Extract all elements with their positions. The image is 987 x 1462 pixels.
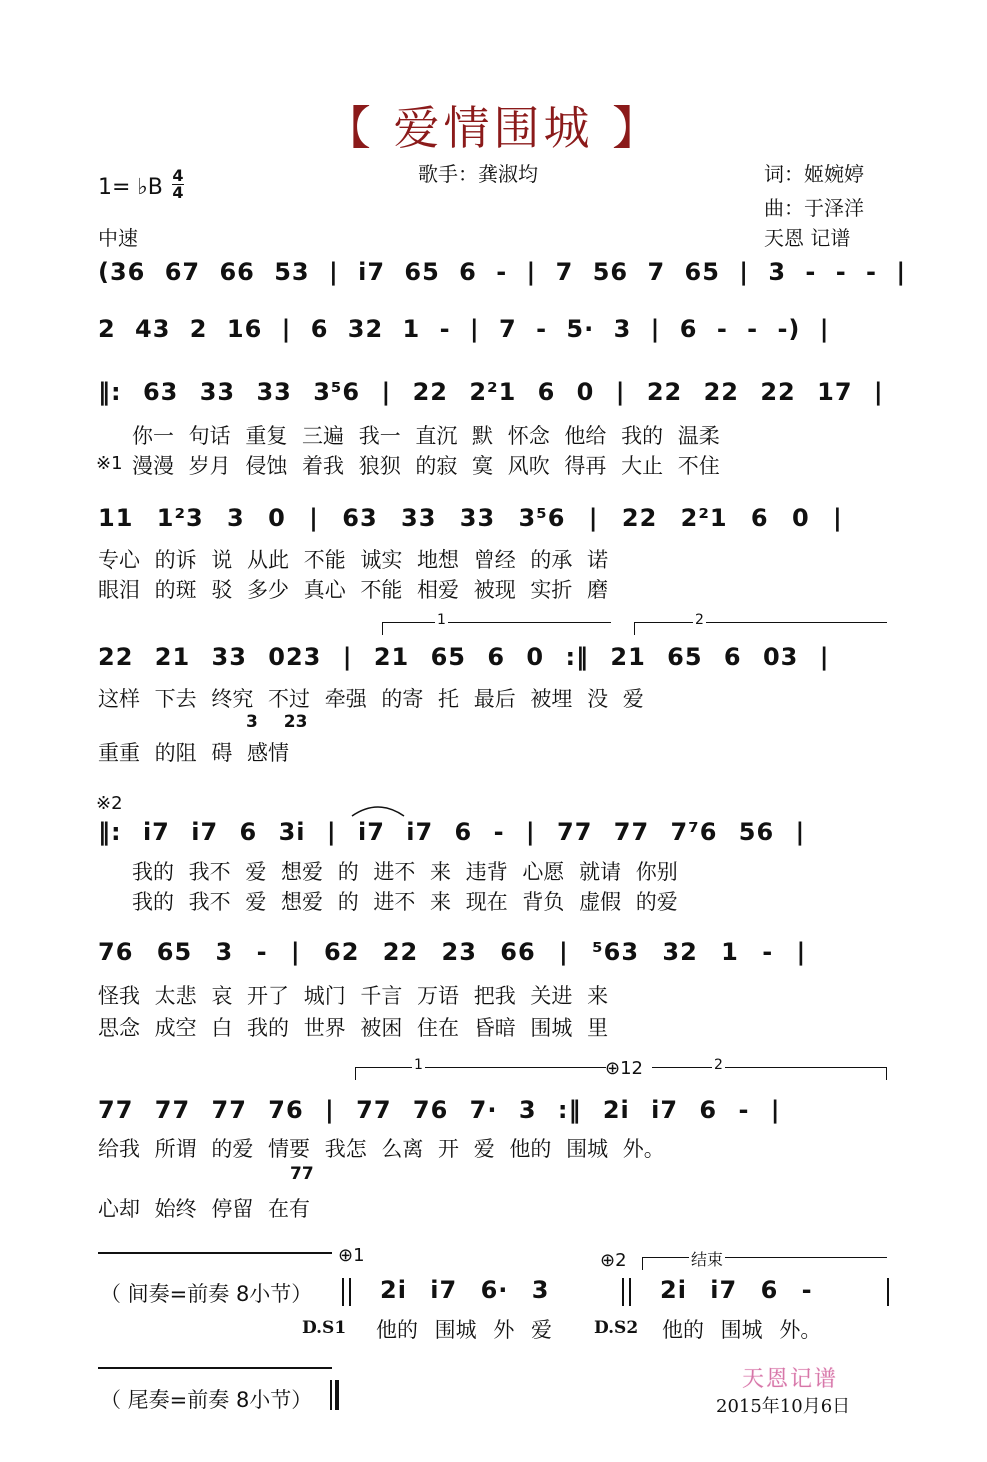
song-title: 【 爱情围城 】 <box>324 101 663 155</box>
notation-row-9-a: 2i i7 6· 3 <box>380 1276 550 1304</box>
time-signature <box>172 168 184 201</box>
volta-row8-1-number: 1 <box>414 1057 423 1073</box>
transcriber-stamp: 天恩记谱 <box>742 1367 839 1392</box>
slur-tie <box>348 800 408 818</box>
lyrics-row-3-verse-1: 你一 句话 重复 三遍 我一 直沉 默 怀念 他给 我的 温柔 <box>132 424 720 448</box>
lyrics-row-5-verse-1: 这样 下去 终究 不过 牵强 的寄 托 最后 被埋 没 爱 <box>98 687 644 711</box>
end-barline <box>887 1278 889 1306</box>
volta-bracket-2 <box>634 612 887 635</box>
lyrics-row-9-b: 他的 围城 外。 <box>662 1318 822 1342</box>
double-barline-2b <box>629 1278 631 1306</box>
lyrics-row-4-verse-1: 专心 的诉 说 从此 不能 诚实 地想 曾经 的承 诺 <box>98 548 609 572</box>
lyricist-label: 词：姬婉婷 <box>764 162 864 186</box>
coda-2-mark: ⊕2 <box>600 1250 627 1271</box>
coda-1-mark: ⊕1 <box>338 1245 365 1266</box>
volta-bracket-row8-1 <box>355 1057 606 1080</box>
notation-row-4: 11 1²3 3 0 | 63 33 33 3⁵6 | 22 2²1 6 0 | <box>98 504 843 532</box>
ds2-marker: D.S2 <box>594 1318 639 1338</box>
segno-1-mark: ※1 <box>96 453 123 474</box>
lyrics-row-6-verse-2: 我的 我不 爱 想爱 的 进不 来 现在 背负 虚假 的爱 <box>132 890 678 914</box>
singer-label: 歌手：龚淑均 <box>418 162 538 186</box>
segno-2-mark: ※2 <box>96 793 123 814</box>
notation-row-3: ‖: 63 33 33 3⁵6 | 22 2²1 6 0 | 22 22 22 17 | <box>98 378 884 406</box>
lyrics-row-8-verse-1: 给我 所谓 的爱 情要 我怎 么离 开 爱 他的 围城 外。 <box>98 1137 665 1161</box>
notation-row-6: ‖: i7 i7 6 3i | i7 i7 6 - | 77 77 7⁷6 56 | <box>98 818 806 846</box>
interlude-label: （ 间奏=前奏 8小节） <box>100 1282 313 1306</box>
final-barline-thick <box>335 1380 339 1410</box>
lyrics-row-7-verse-2: 思念 成空 白 我的 世界 被困 住在 昏暗 围城 里 <box>98 1016 609 1040</box>
lyrics-row-9-a: 他的 围城 外 爱 <box>376 1318 553 1342</box>
alternate-notes-row-8: 77 <box>290 1164 314 1184</box>
volta-1-number: 1 <box>437 612 446 628</box>
double-barline-1a <box>342 1278 344 1306</box>
notation-row-8: 77 77 77 76 | 77 76 7· 3 :‖ 2i i7 6 - | <box>98 1096 781 1124</box>
lyrics-row-8-verse-2: 心却 始终 停留 在有 <box>98 1197 311 1221</box>
notation-row-5: 22 21 33 023 | 21 65 6 0 :‖ 21 65 6 03 | <box>98 643 830 671</box>
notation-row-1: (36 67 66 53 | i7 65 6 - | 7 56 7 65 | 3 - - - | <box>98 258 907 286</box>
ds1-marker: D.S1 <box>302 1318 347 1338</box>
lyrics-row-5-verse-2: 重重 的阻 碍 感情 <box>98 741 290 765</box>
notation-row-9-b: 2i i7 6 - <box>660 1276 813 1304</box>
final-barline-thin <box>330 1380 332 1410</box>
lyrics-row-4-verse-2: 眼泪 的斑 驳 多少 真心 不能 相爱 被现 实折 磨 <box>98 578 609 602</box>
volta-bracket-row8-2 <box>652 1057 887 1080</box>
notation-row-7: 76 65 3 - | 62 22 23 66 | ⁵63 32 1 - | <box>98 938 807 966</box>
transcriber-label: 天恩 记谱 <box>764 226 851 250</box>
tempo-label: 中速 <box>98 226 138 250</box>
interlude-line <box>98 1252 332 1254</box>
lyrics-row-6-verse-1: 我的 我不 爱 想爱 的 进不 来 违背 心愿 就请 你别 <box>132 860 678 884</box>
lyrics-row-7-verse-1: 怪我 太悲 哀 开了 城门 千言 万语 把我 关进 来 <box>98 984 609 1008</box>
outro-line <box>98 1367 332 1369</box>
lyrics-row-3-verse-2: 漫漫 岁月 侵蚀 着我 狼狈 的寂 寞 风吹 得再 大止 不住 <box>132 454 720 478</box>
composer-label: 曲：于泽洋 <box>764 196 864 220</box>
volta-bracket-1 <box>382 612 611 635</box>
volta-row8-2-number: 2 <box>714 1057 723 1073</box>
key-signature: 1= ♭B <box>98 175 163 200</box>
date-label: 2015年10月6日 <box>716 1396 851 1417</box>
outro-label: （ 尾奏=前奏 8小节） <box>100 1388 313 1412</box>
volta-2-number: 2 <box>695 612 704 628</box>
alternate-notes-row-5: 3 23 <box>246 712 308 732</box>
time-numerator: 4 <box>172 166 184 185</box>
double-barline-2a <box>622 1278 624 1306</box>
notation-row-2: 2 43 2 16 | 6 32 1 - | 7 - 5· 3 | 6 - - -) | <box>98 315 830 343</box>
end-bracket <box>642 1250 887 1270</box>
coda-12-mark: ⊕12 <box>605 1058 643 1079</box>
double-barline-1b <box>349 1278 351 1306</box>
end-label: 结束 <box>689 1247 725 1270</box>
time-denominator: 4 <box>172 183 184 202</box>
